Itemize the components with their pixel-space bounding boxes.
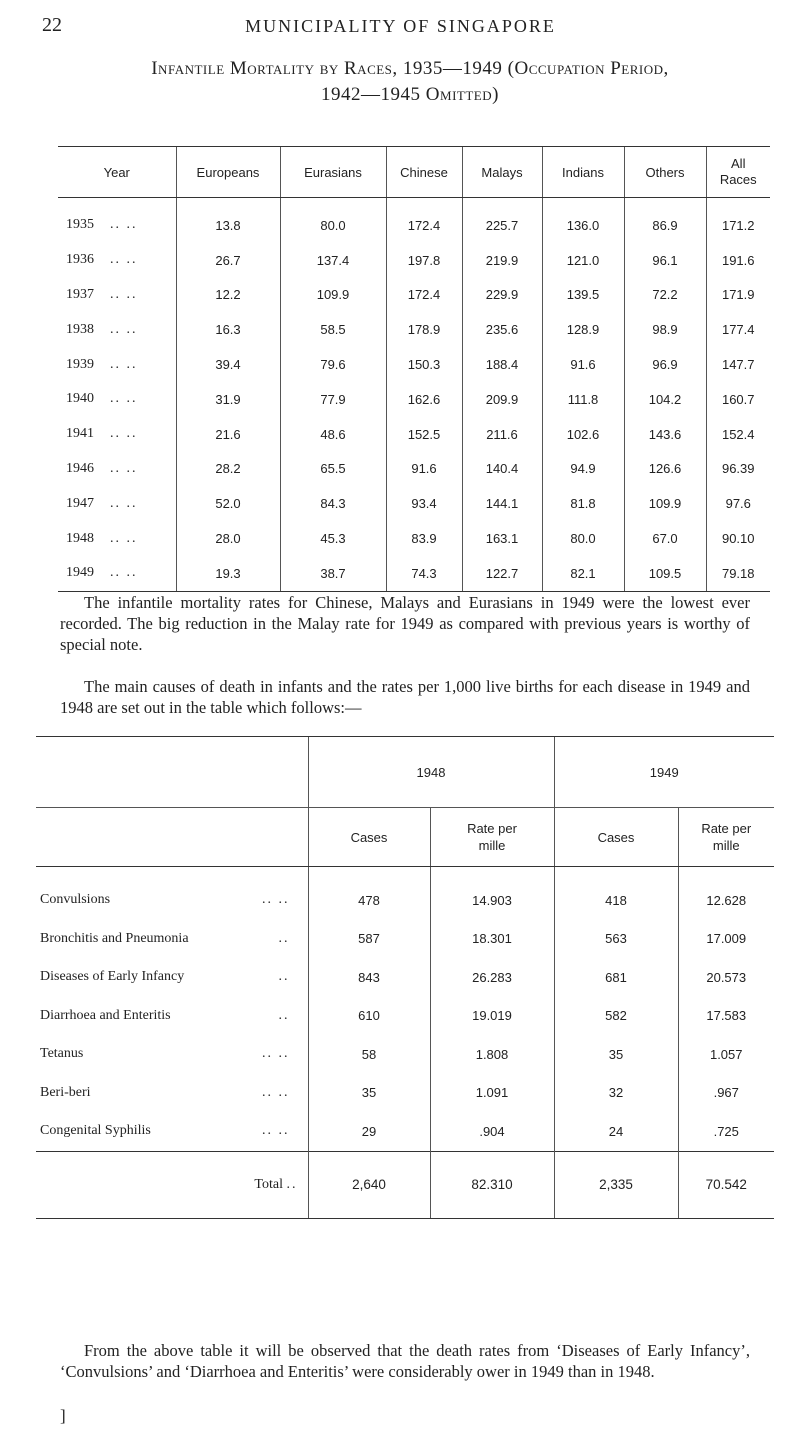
title-line-1: Infantile Mortality by Races, 1935—1949 (Occupation Period, (151, 58, 669, 79)
cases-cell: 418 (554, 867, 678, 920)
col-header-all-races (706, 147, 770, 198)
col-header-others: Others (624, 147, 706, 198)
rate-cell: 74.3 (386, 556, 462, 591)
rate-1949-line1: Rate per (701, 821, 752, 836)
cause-label: Tetanus (40, 1046, 84, 1062)
running-head: MUNICIPALITY OF SINGAPORE (245, 16, 556, 36)
year-label: 1940 (66, 391, 94, 407)
cause-cell: Bronchitis and Pneumonia .. (40, 930, 290, 946)
cause-cell: Convulsions .. .. (40, 892, 290, 908)
cause-cell: Tetanus .. .. (40, 1046, 290, 1062)
rate-cell: 96.9 (624, 347, 706, 382)
rate-cell: 38.7 (280, 556, 386, 591)
rate-cell: 80.0 (280, 198, 386, 243)
rate-cell: 80.0 (542, 521, 624, 556)
rate-cell: 235.6 (462, 312, 542, 347)
rate-cell: 65.5 (280, 452, 386, 487)
rate-cell: 162.6 (386, 382, 462, 417)
rate-cell: 72.2 (624, 278, 706, 313)
rate-cell: .967 (678, 1074, 774, 1113)
year-cell: 1939 .. .. (66, 356, 138, 372)
rate-cell: 152.5 (386, 417, 462, 452)
year-label: 1948 (66, 530, 94, 546)
table-row (36, 997, 774, 1036)
infantile-mortality-by-races-table (58, 146, 770, 592)
year-label: 1947 (66, 495, 94, 511)
cause-label: Beri-beri (40, 1084, 91, 1100)
rate-cell: 19.019 (430, 997, 554, 1036)
rate-cell: 137.4 (280, 243, 386, 278)
year-label: 1937 (66, 286, 94, 302)
total-label: Total .. (36, 1151, 308, 1218)
rate-cell: 171.2 (706, 198, 770, 243)
rate-cell: 12.2 (176, 278, 280, 313)
rate-cell: 109.9 (280, 278, 386, 313)
cases-cell: 478 (308, 867, 430, 920)
rate-cell: 143.6 (624, 417, 706, 452)
year-cell: 1941 .. .. (66, 426, 138, 442)
rate-cell: .904 (430, 1112, 554, 1151)
table-row (36, 1035, 774, 1074)
col-header-eurasians: Eurasians (280, 147, 386, 198)
rate-1948-line1: Rate per (467, 821, 517, 836)
rate-cell: 121.0 (542, 243, 624, 278)
causes-year-row (36, 737, 774, 808)
rate-cell: 79.6 (280, 347, 386, 382)
rate-cell: 81.8 (542, 486, 624, 521)
rate-cell: 109.5 (624, 556, 706, 591)
paragraph-lowest-rates: The infantile mortality rates for Chinese, Malays and Eurasians in 1949 were the lowest ever recorded. The big reduction in the Malay rate for 1949 as compared with previous years is worthy of special note. (60, 593, 750, 654)
rate-cell: 93.4 (386, 486, 462, 521)
col-header-indians: Indians (542, 147, 624, 198)
year-label: 1935 (66, 217, 94, 233)
causes-blank-header (36, 808, 308, 867)
causes-of-death-table (36, 736, 774, 1219)
rate-cell: 18.301 (430, 920, 554, 959)
year-cell: 1946 .. .. (66, 460, 138, 476)
table-row (58, 452, 770, 487)
table-row (58, 556, 770, 591)
table-row (58, 486, 770, 521)
year-cell: 1937 .. .. (66, 286, 138, 302)
rate-cell: 111.8 (542, 382, 624, 417)
year-cell: 1938 .. .. (66, 321, 138, 337)
rate-cell: 191.6 (706, 243, 770, 278)
rate-cell: 140.4 (462, 452, 542, 487)
rate-cell: 102.6 (542, 417, 624, 452)
rate-cell: 16.3 (176, 312, 280, 347)
rate-cell: 91.6 (386, 452, 462, 487)
rate-cell: 48.6 (280, 417, 386, 452)
rate-cell: 28.2 (176, 452, 280, 487)
rate-cell: 163.1 (462, 521, 542, 556)
rate-cell: 12.628 (678, 867, 774, 920)
rate-cell: 225.7 (462, 198, 542, 243)
table-row (36, 958, 774, 997)
cases-cell: 843 (308, 958, 430, 997)
rate-cell: 136.0 (542, 198, 624, 243)
rate-cell: 13.8 (176, 198, 280, 243)
col-header-europeans: Europeans (176, 147, 280, 198)
table-row (58, 347, 770, 382)
col-header-malays: Malays (462, 147, 542, 198)
rate-cell: 45.3 (280, 521, 386, 556)
rate-cell: 17.583 (678, 997, 774, 1036)
cause-cell: Diarrhoea and Enteritis .. (40, 1007, 290, 1023)
cases-cell: 563 (554, 920, 678, 959)
rate-cell: 84.3 (280, 486, 386, 521)
total-rate-1948: 82.310 (430, 1151, 554, 1218)
table-row (36, 867, 774, 920)
year-label: 1941 (66, 426, 94, 442)
rate-cell: 126.6 (624, 452, 706, 487)
table-row (58, 521, 770, 556)
year-label: 1938 (66, 321, 94, 337)
cause-cell: Diseases of Early Infancy .. (40, 969, 290, 985)
rate-1949-header (678, 808, 774, 867)
rate-cell: 147.7 (706, 347, 770, 382)
rate-cell: 209.9 (462, 382, 542, 417)
total-row (36, 1151, 774, 1218)
rate-cell: 91.6 (542, 347, 624, 382)
rate-cell: 83.9 (386, 521, 462, 556)
col-header-year: Year (58, 147, 176, 198)
year-label: 1939 (66, 356, 94, 372)
table-row (36, 1112, 774, 1151)
year-1948-header: 1948 (308, 737, 554, 808)
rate-cell: 188.4 (462, 347, 542, 382)
rate-cell: 1.808 (430, 1035, 554, 1074)
rate-cell: 26.283 (430, 958, 554, 997)
rate-cell: 31.9 (176, 382, 280, 417)
rate-cell: 17.009 (678, 920, 774, 959)
rate-cell: 1.091 (430, 1074, 554, 1113)
cause-label: Convulsions (40, 892, 111, 908)
rate-cell: 98.9 (624, 312, 706, 347)
rate-cell: 90.10 (706, 521, 770, 556)
rate-1949-line2: mille (712, 838, 740, 853)
rate-cell: 14.903 (430, 867, 554, 920)
rate-cell: 178.9 (386, 312, 462, 347)
year-label: 1946 (66, 460, 94, 476)
cases-cell: 35 (308, 1074, 430, 1113)
rate-cell: 177.4 (706, 312, 770, 347)
rate-cell: 82.1 (542, 556, 624, 591)
table-row (58, 243, 770, 278)
total-cases-1949: 2,335 (554, 1151, 678, 1218)
rate-cell: 67.0 (624, 521, 706, 556)
rate-cell: 122.7 (462, 556, 542, 591)
total-cases-1948: 2,640 (308, 1151, 430, 1218)
rate-cell: 19.3 (176, 556, 280, 591)
rate-cell: 172.4 (386, 198, 462, 243)
cases-cell: 610 (308, 997, 430, 1036)
table-row (58, 198, 770, 243)
cases-cell: 58 (308, 1035, 430, 1074)
rate-cell: 94.9 (542, 452, 624, 487)
year-cell: 1947 .. .. (66, 495, 138, 511)
rate-cell: 26.7 (176, 243, 280, 278)
rate-cell: 160.7 (706, 382, 770, 417)
paragraph-conclusion: From the above table it will be observed that the death rates from ‘Diseases of Early Infancy’, ‘Convulsions’ and ‘Diarrhoea and Enteritis’ were considerably ower in 1949 than in 1948. (60, 1341, 750, 1381)
cause-label: Diarrhoea and Enteritis (40, 1007, 171, 1023)
rate-cell: 219.9 (462, 243, 542, 278)
cases-cell: 32 (554, 1074, 678, 1113)
cases-1948-header: Cases (308, 808, 430, 867)
col-header-chinese: Chinese (386, 147, 462, 198)
rate-cell: 171.9 (706, 278, 770, 313)
year-cell: 1940 .. .. (66, 391, 138, 407)
cases-cell: 582 (554, 997, 678, 1036)
total-rate-1949: 70.542 (678, 1151, 774, 1218)
all-races-label: All Races (719, 156, 757, 187)
rate-cell: 86.9 (624, 198, 706, 243)
rate-cell: 104.2 (624, 382, 706, 417)
table-title (60, 56, 760, 108)
rate-cell: 79.18 (706, 556, 770, 591)
rate-cell: 150.3 (386, 347, 462, 382)
table-row (58, 278, 770, 313)
cases-1949-header: Cases (554, 808, 678, 867)
rate-cell: 39.4 (176, 347, 280, 382)
year-cell: 1948 .. .. (66, 530, 138, 546)
rate-cell: 144.1 (462, 486, 542, 521)
page-number: 22 (42, 14, 62, 36)
rate-cell: 172.4 (386, 278, 462, 313)
causes-subheader-row (36, 808, 774, 867)
rate-cell: 96.1 (624, 243, 706, 278)
rate-cell: 52.0 (176, 486, 280, 521)
rate-cell: 20.573 (678, 958, 774, 997)
title-line-2: 1942—1945 Omitted) (321, 84, 499, 105)
rate-cell: 152.4 (706, 417, 770, 452)
table-row (58, 382, 770, 417)
year-cell: 1936 .. .. (66, 252, 138, 268)
cause-label: Diseases of Early Infancy (40, 969, 185, 985)
rate-1948-line2: mille (478, 838, 506, 853)
rate-cell: 77.9 (280, 382, 386, 417)
cases-cell: 24 (554, 1112, 678, 1151)
table-row (36, 1074, 774, 1113)
rate-cell: 28.0 (176, 521, 280, 556)
footer-mark: ] (60, 1406, 66, 1425)
rate-cell: 229.9 (462, 278, 542, 313)
races-header-row (58, 147, 770, 198)
rate-cell: 197.8 (386, 243, 462, 278)
cause-cell: Beri-beri .. .. (40, 1084, 290, 1100)
year-cell: 1949 .. .. (58, 556, 176, 591)
paragraph-main-causes: The main causes of death in infants and the rates per 1,000 live births for each disease in 1949 and 1948 are set out in the table which follows:— (60, 677, 750, 717)
year-label: 1936 (66, 252, 94, 268)
rate-cell: 58.5 (280, 312, 386, 347)
rate-cell: 139.5 (542, 278, 624, 313)
rate-cell: 109.9 (624, 486, 706, 521)
cause-label: Bronchitis and Pneumonia (40, 930, 189, 946)
rate-1948-header (430, 808, 554, 867)
rate-cell: 1.057 (678, 1035, 774, 1074)
rate-cell: 21.6 (176, 417, 280, 452)
rate-cell: 128.9 (542, 312, 624, 347)
rate-cell: .725 (678, 1112, 774, 1151)
table-row (36, 920, 774, 959)
rate-cell: 97.6 (706, 486, 770, 521)
table-row (58, 417, 770, 452)
causes-corner-cell (36, 737, 308, 808)
cases-cell: 587 (308, 920, 430, 959)
rate-cell: 96.39 (706, 452, 770, 487)
cases-cell: 29 (308, 1112, 430, 1151)
cases-cell: 681 (554, 958, 678, 997)
table-row (58, 312, 770, 347)
year-label: 1949 (66, 565, 94, 581)
rate-cell: 211.6 (462, 417, 542, 452)
year-1949-header: 1949 (554, 737, 774, 808)
cause-cell: Congenital Syphilis .. .. (40, 1123, 290, 1139)
cases-cell: 35 (554, 1035, 678, 1074)
cause-label: Congenital Syphilis (40, 1123, 151, 1139)
year-cell: 1935 .. .. (66, 217, 138, 233)
